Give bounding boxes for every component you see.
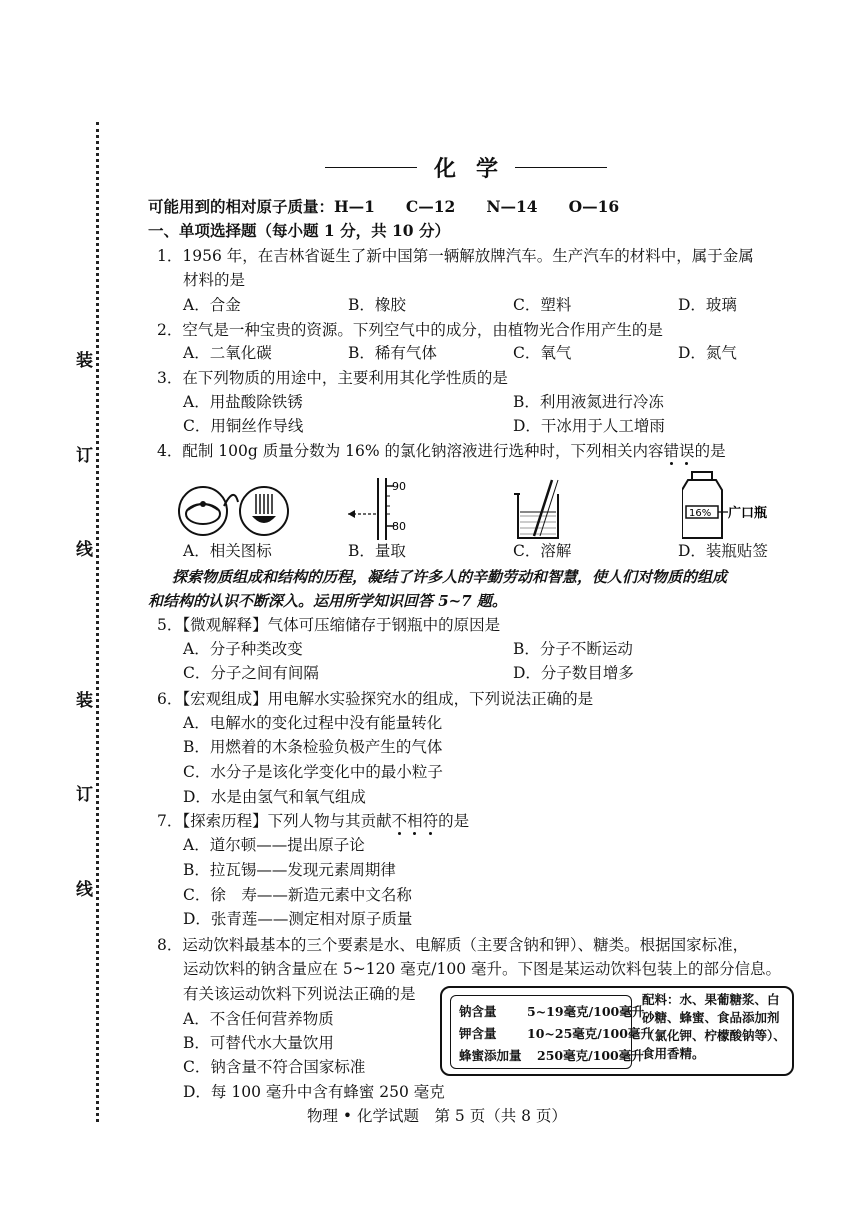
q1-option-d: D．玻璃	[678, 296, 737, 314]
q6-option-b: B．用燃着的木条检验负极产生的气体	[183, 738, 443, 756]
passage-intro-cont: 和结构的认识不断深入。运用所学知识回答 5~7 题。	[148, 592, 507, 610]
q4-option-b: B．量取	[348, 542, 406, 560]
q4-option-d: D．装瓶贴签	[678, 542, 768, 560]
bottle-tag-text: 广口瓶	[728, 506, 768, 521]
page-footer: 物理 • 化学试题 第 5 页（共 8 页）	[307, 1107, 567, 1125]
q2-option-c: C．氧气	[513, 344, 572, 362]
passage-intro: 探索物质组成和结构的历程，凝结了许多人的辛勤劳动和智慧，使人们对物质的组成	[172, 568, 728, 586]
atomic-masses: 可能用到的相对原子质量：H—1 C—12 N—14 O—16	[148, 197, 620, 216]
hazard-icons-figure	[176, 484, 296, 542]
q2-option-b: B．稀有气体	[348, 344, 437, 362]
q4-emphasis: 错误	[663, 442, 695, 460]
q8-option-c: C．钠含量不符合国家标准	[183, 1058, 366, 1076]
q2-option-d: D．氮气	[678, 344, 737, 362]
q7-option-c: C．徐 寿——新造元素中文名称	[183, 886, 412, 904]
q6-option-d: D．水是由氢气和氧气组成	[183, 788, 366, 806]
q2-stem: 2．空气是一种宝贵的资源。下列空气中的成分，由植物光合作用产生的是	[157, 321, 663, 339]
q7-option-a: A．道尔顿——提出原子论	[183, 836, 365, 854]
info-row-potassium: 钾含量 10~25毫克/100毫升	[459, 1026, 653, 1041]
cylinder-mark-90: 90	[392, 480, 406, 493]
q7-option-d: D．张青莲——测定相对原子质量	[183, 910, 413, 928]
page-title	[325, 152, 607, 182]
q4-stem: 4．配制 100g 质量分数为 16% 的氯化钠溶液进行选种时，下列相关内容错误的是	[157, 442, 726, 460]
binding-dotted-line	[96, 122, 99, 1122]
binding-char: 订	[76, 785, 93, 805]
q3-option-b: B．利用液氮进行冷冻	[513, 393, 664, 411]
q3-option-c: C．用铜丝作导线	[183, 417, 304, 435]
q7-option-b: B．拉瓦锡——发现元素周期律	[183, 861, 396, 879]
q2-option-a: A．二氧化碳	[183, 344, 272, 362]
bottle-label-text: 16%	[689, 508, 712, 519]
q8-option-a: A．不含任何营养物质	[183, 1010, 334, 1028]
q1-option-a: A．合金	[183, 296, 241, 314]
q8-stem-cont: 运动饮料的钠含量应在 5~120 毫克/100 毫升。下图是某运动饮料包装上的部分信息。	[183, 960, 782, 978]
q8-stem: 8．运动饮料最基本的三个要素是水、电解质（主要含钠和钾）、糖类。根据国家标准，	[157, 936, 749, 954]
title-text: 化学	[433, 156, 518, 182]
binding-char: 线	[76, 880, 93, 900]
binding-char: 装	[76, 351, 93, 371]
q3-option-d: D．干冰用于人工增雨	[513, 417, 665, 435]
q4-option-c: C．溶解	[513, 542, 572, 560]
q1-option-b: B．橡胶	[348, 296, 406, 314]
q1-stem: 1．1956 年，在吉林省诞生了新中国第一辆解放牌汽车。生产汽车的材料中，属于金属	[157, 247, 754, 265]
q5-option-d: D．分子数目增多	[513, 664, 634, 682]
q5-stem: 5．【微观解释】气体可压缩储存于钢瓶中的原因是	[157, 616, 501, 634]
nutrition-info-box	[440, 986, 794, 1076]
q5-option-b: B．分子不断运动	[513, 640, 633, 658]
graduated-cylinder-figure	[340, 476, 410, 542]
info-row-sodium: 钠含量 5~19毫克/100毫升	[459, 1004, 645, 1019]
q7-emphasis: 不相符	[391, 812, 439, 830]
q5-option-c: C．分子之间有间隔	[183, 664, 319, 682]
q8-option-b: B．可替代水大量饮用	[183, 1034, 334, 1052]
q6-option-c: C．水分子是该化学变化中的最小粒子	[183, 763, 443, 781]
info-row-honey: 蜂蜜添加量 250毫克/100毫升	[459, 1048, 644, 1063]
binding-char: 装	[76, 691, 93, 711]
wide-mouth-bottle-figure	[682, 470, 792, 542]
q6-option-a: A．电解水的变化过程中没有能量转化	[183, 714, 443, 732]
q5-option-a: A．分子种类改变	[183, 640, 303, 658]
q3-option-a: A．用盐酸除铁锈	[183, 393, 303, 411]
q8-stem-cont2: 有关该运动饮料下列说法正确的是	[183, 985, 416, 1003]
q7-stem: 7．【探索历程】下列人物与其贡献不相符的是	[157, 812, 470, 830]
cylinder-mark-80: 80	[392, 520, 406, 533]
q6-stem: 6．【宏观组成】用电解水实验探究水的组成，下列说法正确的是	[157, 690, 594, 708]
beaker-figure	[512, 476, 572, 542]
ingredients-text: 配料：水、果葡糖浆、白砂糖、蜂蜜、食品添加剂（氯化钾、柠檬酸钠等）、食用香精。	[642, 992, 786, 1061]
section-heading: 一、单项选择题（每小题 1 分，共 10 分）	[148, 221, 450, 240]
nutrition-table	[450, 995, 653, 1069]
q3-stem: 3．在下列物质的用途中，主要利用其化学性质的是	[157, 369, 508, 387]
q1-stem-cont: 材料的是	[183, 271, 246, 289]
binding-char: 线	[76, 540, 93, 560]
q1-option-c: C．塑料	[513, 296, 572, 314]
q8-option-d: D．每 100 毫升中含有蜂蜜 250 毫克	[183, 1083, 445, 1101]
q4-option-a: A．相关图标	[183, 542, 272, 560]
binding-char: 订	[76, 446, 93, 466]
